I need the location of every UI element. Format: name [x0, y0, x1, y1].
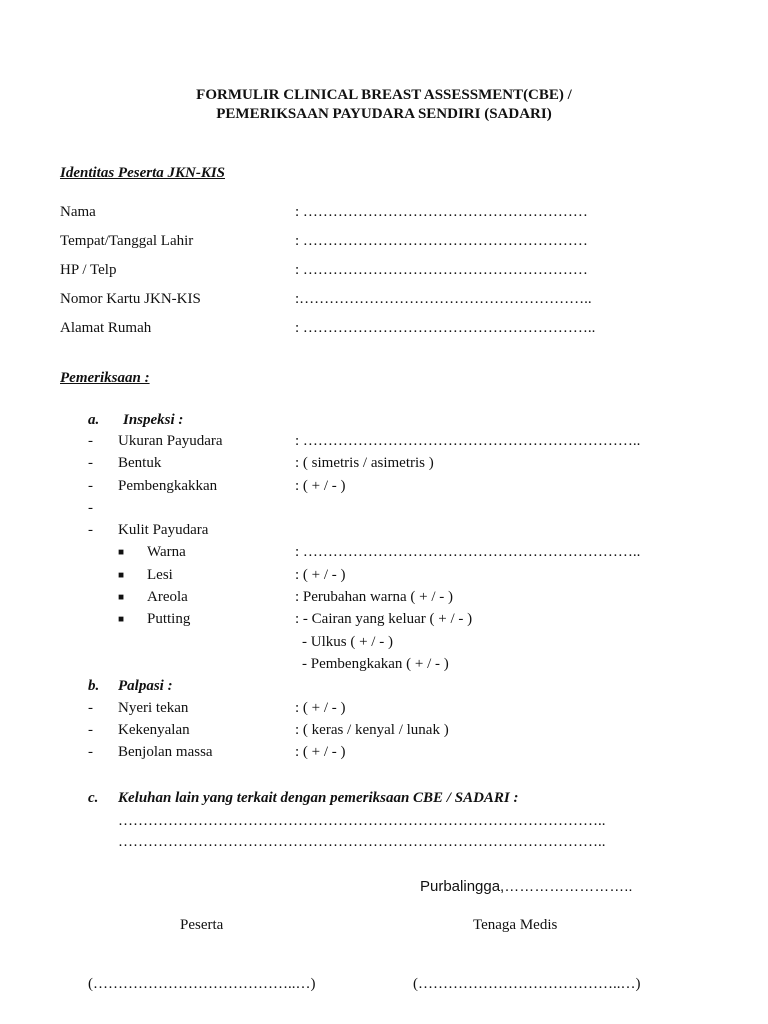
form-title-line2: PEMERIKSAAN PAYUDARA SENDIRI (SADARI): [216, 106, 552, 122]
kulit-value-warna: : …………………………………………………………..: [295, 544, 641, 560]
field-value-nama: : …………………………………………………: [295, 204, 588, 220]
palpasi-label-nyeri: Nyeri tekan: [118, 700, 189, 716]
field-label-ttl: Tempat/Tanggal Lahir: [60, 233, 194, 249]
place-date: Purbalingga,……………………..: [420, 878, 633, 895]
palpasi-dash: -: [88, 722, 93, 738]
tenaga-medis-signature-line: (…………………………………..…): [413, 976, 641, 992]
form-title-line1: FORMULIR CLINICAL BREAST ASSESSMENT(CBE) /: [196, 87, 572, 103]
field-value-kartu: :…………………………………………………..: [295, 291, 592, 307]
palpasi-label-kekenyalan: Kekenyalan: [118, 722, 190, 738]
inspeksi-label-pembengkakkan: Pembengkakkan: [118, 478, 218, 494]
kulit-label-lesi: Lesi: [147, 567, 173, 583]
palpasi-title: Palpasi :: [118, 678, 173, 694]
inspeksi-label-bentuk: Bentuk: [118, 455, 162, 471]
inspeksi-dash-empty: -: [88, 500, 93, 516]
bullet-icon: ■: [118, 592, 125, 603]
inspeksi-dash: -: [88, 433, 93, 449]
inspeksi-value-ukuran: : …………………………………………………………..: [295, 433, 641, 449]
field-value-alamat: : …………………………………………………..: [295, 320, 596, 336]
bullet-icon: ■: [118, 547, 125, 558]
palpasi-dash: -: [88, 744, 93, 760]
keluhan-marker: c.: [88, 790, 99, 806]
inspeksi-marker: a.: [88, 412, 100, 428]
field-label-kartu: Nomor Kartu JKN-KIS: [60, 291, 201, 307]
field-label-alamat: Alamat Rumah: [60, 320, 152, 336]
palpasi-value-benjolan: : ( + / - ): [295, 744, 346, 760]
inspeksi-dash: -: [88, 455, 93, 471]
keluhan-title: Keluhan lain yang terkait dengan pemeriksaan CBE / SADARI :: [118, 790, 519, 806]
keluhan-line: ……………………………………………………………………………………..: [118, 813, 606, 829]
inspeksi-value-bentuk: : ( simetris / asimetris ): [295, 455, 434, 471]
kulit-value-areola: : Perubahan warna ( + / - ): [295, 589, 453, 605]
kulit-label-putting: Putting: [147, 611, 191, 627]
tenaga-medis-label: Tenaga Medis: [473, 917, 558, 933]
bullet-icon: ■: [118, 570, 125, 581]
putting-pembengkakan: - Pembengkakan ( + / - ): [302, 656, 449, 672]
peserta-signature-line: (…………………………………..…): [88, 976, 316, 992]
inspeksi-dash: -: [88, 522, 93, 538]
inspeksi-value-pembengkakkan: : ( + / - ): [295, 478, 346, 494]
field-label-nama: Nama: [60, 204, 96, 220]
palpasi-value-kekenyalan: : ( keras / kenyal / lunak ): [295, 722, 449, 738]
inspeksi-label-kulit: Kulit Payudara: [118, 522, 209, 538]
palpasi-marker: b.: [88, 678, 100, 694]
putting-ulkus: - Ulkus ( + / - ): [302, 634, 393, 650]
palpasi-label-benjolan: Benjolan massa: [118, 744, 213, 760]
palpasi-dash: -: [88, 700, 93, 716]
identitas-heading: Identitas Peserta JKN-KIS: [60, 165, 226, 181]
kulit-value-lesi: : ( + / - ): [295, 567, 346, 583]
kulit-label-warna: Warna: [147, 544, 186, 560]
kulit-value-putting: : - Cairan yang keluar ( + / - ): [295, 611, 473, 627]
pemeriksaan-heading: Pemeriksaan :: [60, 370, 150, 386]
palpasi-value-nyeri: : ( + / - ): [295, 700, 346, 716]
bullet-icon: ■: [118, 614, 125, 625]
field-value-ttl: : …………………………………………………: [295, 233, 588, 249]
peserta-label: Peserta: [180, 917, 224, 933]
kulit-label-areola: Areola: [147, 589, 188, 605]
inspeksi-dash: -: [88, 478, 93, 494]
inspeksi-label-ukuran: Ukuran Payudara: [118, 433, 223, 449]
inspeksi-title: Inspeksi :: [123, 412, 184, 428]
keluhan-line: ……………………………………………………………………………………..: [118, 834, 606, 850]
field-label-hp: HP / Telp: [60, 262, 117, 278]
field-value-hp: : …………………………………………………: [295, 262, 588, 278]
